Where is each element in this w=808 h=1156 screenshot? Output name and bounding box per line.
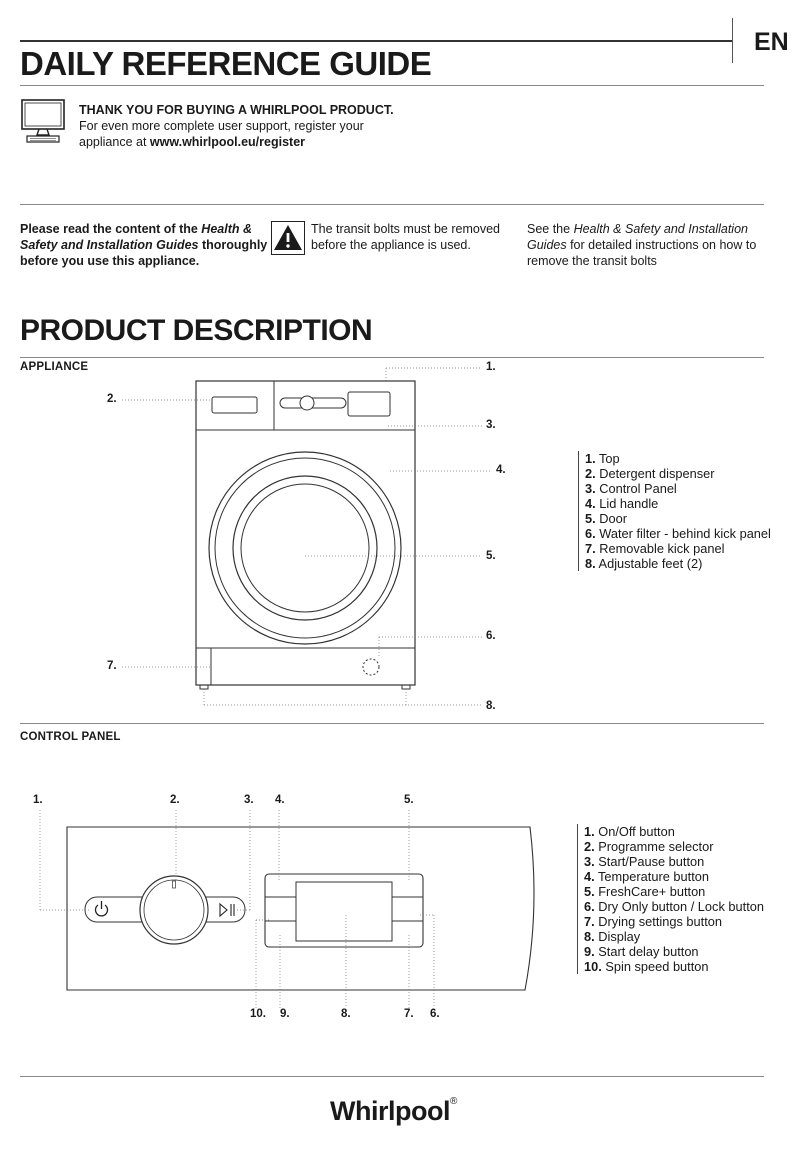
legend-item: 8. Display (584, 929, 641, 944)
appliance-legend (578, 451, 771, 571)
page-title: DAILY REFERENCE GUIDE (20, 45, 432, 82)
panel-callout-2: 2. (170, 794, 180, 806)
legend-item: 5. Door (585, 511, 627, 526)
intro-heading: THANK YOU FOR BUYING A WHIRLPOOL PRODUCT. (79, 103, 394, 117)
intro-line2-prefix: appliance at (79, 135, 150, 149)
header-divider (732, 18, 733, 63)
header-rule (20, 40, 732, 42)
legend-item: 6. Water filter - behind kick panel (585, 526, 771, 541)
legend-item: 6. Dry Only button / Lock button (584, 899, 764, 914)
legend-item: 9. Start delay button (584, 944, 699, 959)
appliance-callout-1: 1. (486, 361, 496, 373)
control-panel-drawing (30, 800, 565, 1020)
machine-body (196, 381, 415, 685)
power-icon (96, 901, 108, 916)
intro-rule (20, 204, 764, 205)
brand-logo (330, 1096, 457, 1127)
panel-callout-4: 4. (275, 794, 285, 806)
legend-item: 8. Adjustable feet (2) (585, 556, 703, 571)
panel-callout-10: 10. (250, 1008, 266, 1020)
registered-mark-icon: ® (449, 1096, 457, 1107)
legend-item: 1. On/Off button (584, 824, 675, 839)
panel-callout-3: 3. (244, 794, 254, 806)
panel-callout-7: 7. (404, 1008, 414, 1020)
legend-item: 4. Lid handle (585, 496, 659, 511)
section-rule (20, 357, 764, 358)
register-link[interactable]: www.whirlpool.eu/register (149, 135, 306, 149)
appliance-callout-3: 3. (486, 419, 496, 431)
intro-line1: For even more complete user support, register your (79, 119, 364, 133)
section-title: PRODUCT DESCRIPTION (20, 314, 373, 347)
appliance-display (348, 392, 390, 416)
display-module (265, 874, 423, 947)
warning-triangle-icon (271, 221, 305, 255)
appliance-callout-8: 8. (486, 700, 496, 712)
panel-callout-6: 6. (430, 1008, 440, 1020)
appliance-callout-5: 5. (486, 550, 496, 562)
appliance-callout-2: 2. (107, 393, 117, 405)
appliance-knob (300, 396, 314, 410)
notice-see-guides: See the Health & Safety and Installation Guides for detailed instructions on how to remove the transit bolts (527, 222, 757, 268)
panel-callout-5: 5. (404, 794, 414, 806)
legend-item: 5. FreshCare+ button (584, 884, 706, 899)
panel-callout-9: 9. (280, 1008, 290, 1020)
language-badge: EN (754, 28, 789, 56)
legend-item: 7. Removable kick panel (585, 541, 725, 556)
legend-item: 3. Start/Pause button (584, 854, 705, 869)
door-glass (233, 476, 377, 620)
legend-item: 7. Drying settings button (584, 914, 723, 929)
panel-outline (67, 827, 534, 990)
detergent-drawer (212, 397, 257, 413)
control-panel-label: CONTROL PANEL (20, 731, 121, 743)
display-screen (296, 882, 392, 941)
control-panel-rule (20, 723, 764, 724)
legend-item: 10. Spin speed button (584, 959, 709, 974)
panel-callout-1: 1. (33, 794, 43, 806)
brand-wordmark: Whirlpool (330, 1096, 450, 1126)
legend-item: 2. Programme selector (584, 839, 714, 854)
title-rule (20, 85, 764, 86)
legend-item: 2. Detergent dispenser (585, 466, 715, 481)
filter-cap (363, 659, 379, 675)
door-outer-ring (209, 452, 401, 644)
panel-legend (577, 824, 764, 974)
programme-knob (140, 876, 208, 944)
intro-line2 (79, 134, 305, 150)
legend-item: 3. Control Panel (585, 481, 677, 496)
panel-callout-8: 8. (341, 1008, 351, 1020)
appliance-label: APPLIANCE (20, 361, 89, 373)
appliance-callout-4: 4. (496, 464, 506, 476)
legend-item: 4. Temperature button (584, 869, 709, 884)
appliance-callout-6: 6. (486, 630, 496, 642)
notice-read-guides: Please read the content of the Health & Safety and Installation Guides thoroughly before you use this appliance. (20, 222, 268, 268)
start-pause-icon (220, 904, 234, 916)
appliance-callout-7: 7. (107, 660, 117, 672)
footer-rule (20, 1076, 764, 1077)
notice-transit-bolts: The transit bolts must be removed before the appliance is used. (311, 222, 500, 252)
computer-monitor-icon (21, 99, 67, 145)
legend-item: 1. Top (585, 451, 620, 466)
washing-machine-drawing (100, 360, 520, 715)
